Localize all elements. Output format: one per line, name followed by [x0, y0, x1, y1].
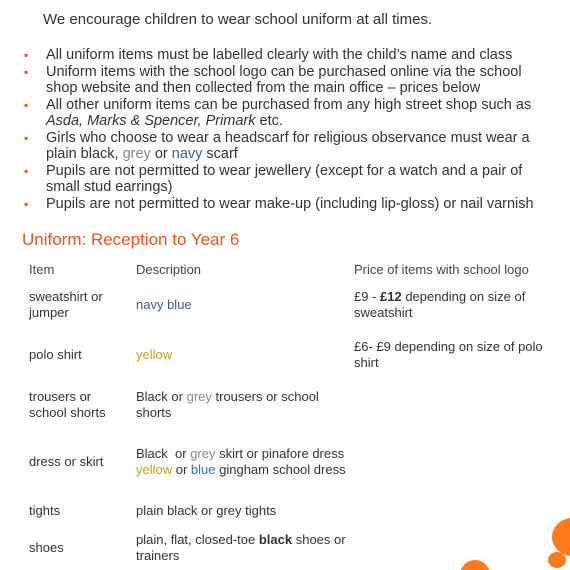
desc-text: shoes or trainers: [136, 532, 346, 563]
row-desc-polo: yellow: [136, 347, 173, 362]
rule-text: Pupils are not permitted to wear make-up (including lip-gloss) or nail varnish: [46, 195, 534, 212]
navy-word: navy: [171, 146, 203, 162]
desc-text: Black: [136, 389, 168, 404]
rule-item: [22, 196, 542, 213]
grey-word: grey: [190, 446, 216, 461]
desc-bold: black: [258, 532, 293, 547]
yellow-word: yellow: [136, 461, 173, 477]
row-desc-sweatshirt: navy blue: [136, 297, 192, 312]
bullet-icon: ▪: [24, 48, 29, 62]
blue-word: blue: [190, 461, 216, 477]
rule-item: [22, 163, 542, 196]
decorative-orange-dot: [548, 552, 566, 568]
desc-text: gingham school dress: [215, 461, 346, 477]
row-desc-trousers: [136, 389, 321, 420]
rule-text: scarf: [202, 146, 238, 162]
desc-text: skirt or pinafore dress: [215, 446, 345, 461]
price-text: £9 -: [354, 289, 381, 304]
row-price-polo: £6- £9 depending on size of polo shirt: [354, 339, 543, 370]
bullet-icon: ▪: [24, 97, 29, 112]
uniform-rules-list: [22, 47, 542, 212]
header-price: Price of items with school logo: [354, 262, 529, 277]
grey-word: grey: [186, 389, 212, 404]
header-item: Item: [29, 262, 55, 277]
shop-names: Asda, Marks & Spencer, Primark: [46, 113, 256, 129]
row-item-trousers: trousers or school shorts: [29, 389, 106, 420]
rule-text: etc.: [255, 113, 283, 129]
desc-text: Black: [136, 446, 168, 461]
rule-text: Pupils are not permitted to wear jewellery (except for a watch and a pair of small stud earrings): [46, 162, 523, 195]
price-bold: £12: [380, 289, 402, 304]
rule-text: All other uniform items can be purchased from any high street shop such as: [46, 96, 532, 113]
intro-text: We encourage children to wear school uniform at all times.: [43, 11, 433, 28]
row-item-polo: polo shirt: [29, 347, 82, 362]
decorative-orange-dot: [460, 560, 490, 570]
rule-item: [22, 64, 542, 97]
decorative-orange-shape: [552, 518, 570, 556]
row-item-shoes: shoes: [29, 540, 64, 555]
row-desc-tights: plain black or grey tights: [136, 503, 277, 518]
desc-text: trousers or school shorts: [136, 389, 319, 420]
rule-text: or: [150, 146, 172, 162]
desc-text: or: [167, 389, 187, 404]
rule-text: All uniform items must be labelled clearly with the child’s name and class: [46, 47, 513, 63]
row-desc-dress: [136, 446, 351, 477]
rule-text: Girls who choose to wear a headscarf for religious observance must wear a plain black,: [46, 129, 530, 162]
bullet-icon: ▪: [24, 163, 29, 178]
bullet-icon: ▪: [24, 196, 29, 211]
row-item-dress: dress or skirt: [29, 454, 104, 469]
grey-word: grey: [122, 146, 151, 162]
rule-item: [22, 97, 542, 130]
price-text: depending on size of sweatshirt: [354, 289, 526, 320]
rule-item: [22, 130, 542, 163]
row-desc-shoes: [136, 532, 351, 563]
desc-text: plain, flat, closed-toe: [136, 532, 259, 547]
desc-text: or: [167, 446, 191, 461]
rule-text: Uniform items with the school logo can be purchased online via the school shop website and then collected from the main office – prices below: [46, 63, 522, 96]
bullet-icon: ▪: [24, 130, 29, 145]
row-item-sweatshirt: sweatshirt or jumper: [29, 289, 103, 320]
header-description: Description: [136, 262, 202, 277]
row-item-tights: tights: [29, 503, 61, 518]
row-price-sweatshirt: [354, 289, 544, 320]
section-heading: Uniform: Reception to Year 6: [22, 230, 240, 249]
rule-item: [22, 47, 542, 64]
desc-text: or: [172, 461, 191, 477]
bullet-icon: ▪: [24, 64, 29, 79]
